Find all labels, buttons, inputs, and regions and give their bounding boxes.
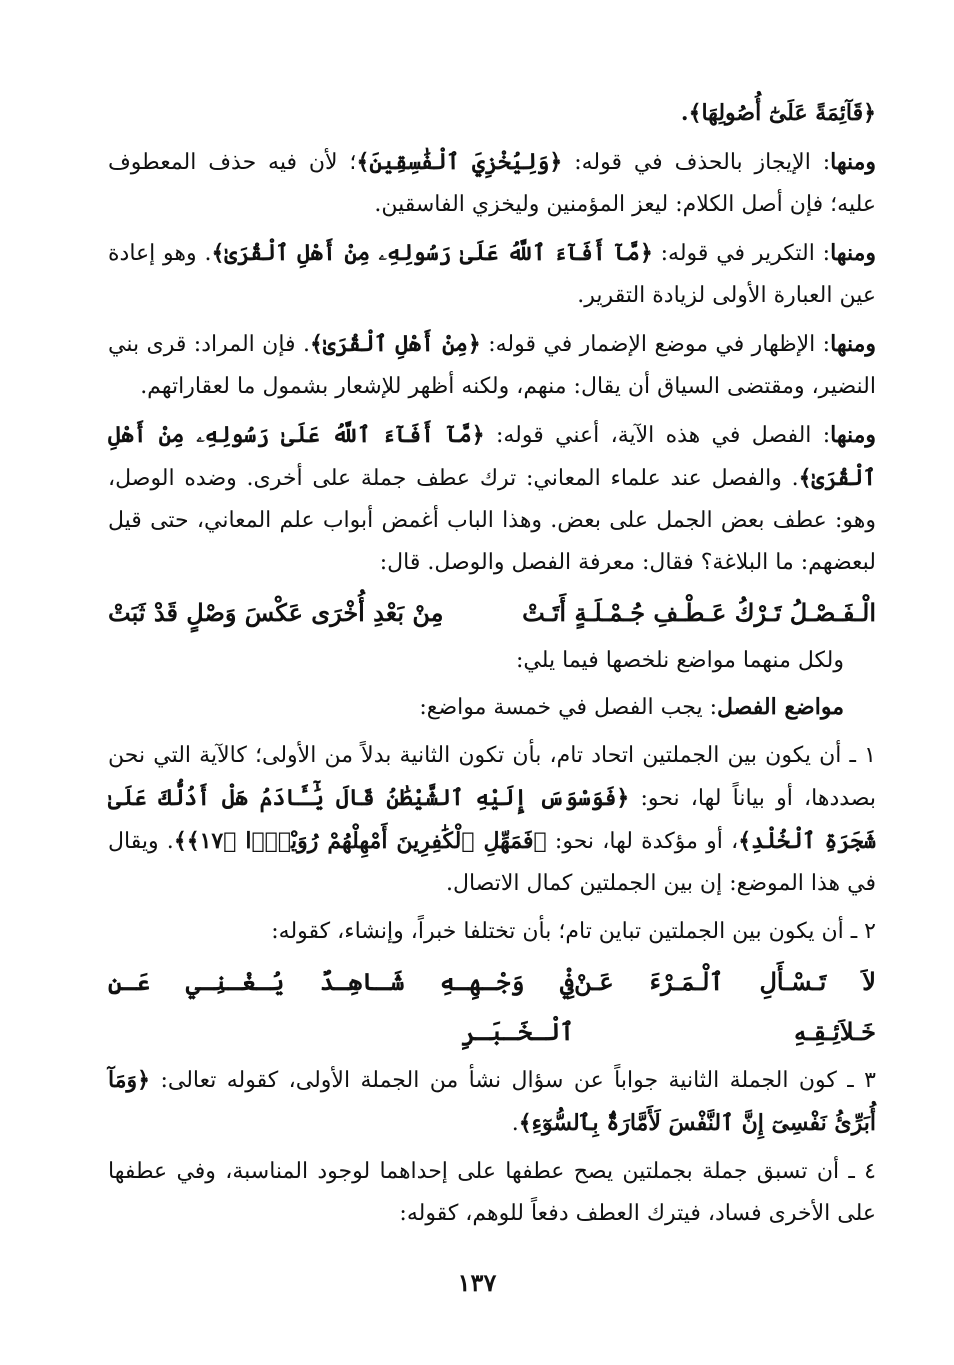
page-number: ١٣٧ <box>457 1268 497 1297</box>
quran-quote: ﴿مَّآ أَفَآءَ ٱللَّهُ عَلَىٰ رَسُولِهِۦ مِنْ أَهْلِ ٱلْقُرَىٰ﴾ <box>108 422 876 491</box>
paragraph-text: . ويقال في هذا الموضع: إن بين الجملتين كمال الاتصال. <box>108 829 876 896</box>
poetry-verse-1 <box>108 588 876 638</box>
paragraph-lead: ومنها <box>830 331 876 357</box>
quran-quote: ﴿فَمَهِّلِ ٱلْكَٰفِرِينَ أَمْهِلْهُمْ رُوَيْدًۢا ﴿١٧﴾﴾ <box>173 828 547 854</box>
section-heading: مواضع الفصل <box>717 694 844 720</box>
paragraph-text: ، أو مؤكدة لها، نحو: <box>546 829 739 854</box>
paragraph-lead: ومنها <box>830 240 876 266</box>
verse-first-hemistich: الْـفَـصْـلُ تَـرْكُ عَـطْـفِ جُـمْـلَـةٍ أَتَـتْ <box>522 598 876 627</box>
paragraph-lead: ومنها <box>830 422 876 448</box>
paragraph-text: ؛ لأن فيه حذف المعطوف عليه؛ فإن أصل الكلام: ليعز المؤمنين وليخزي الفاسقين. <box>108 150 876 217</box>
quran-quote: ﴿وَلِيُخْزِيَ ٱلْفَٰسِقِينَ﴾ <box>356 149 563 175</box>
quran-quote: ﴿وَمَآ أُبَرِّئُ نَفْسِىٓ إِنَّ ٱلنَّفْسَ لَأَمَّارَةٌۢ بِٱلسُّوٓءِ﴾ <box>108 1067 876 1136</box>
paragraph-5 <box>108 414 876 584</box>
paragraph-8 <box>108 735 876 905</box>
paragraph-4 <box>108 323 876 408</box>
paragraph-text: . والفصل عند علماء المعاني: ترك عطف جملة على أخرى. وضده الوصل، وهو: عطف بعض الجمل على بعض. وهذا الباب أغمض أبواب علم المعاني، حتى قيل لبعضهم: ما البلاغة؟ فقال: معرفة الفصل والوصل. قال: <box>108 466 876 575</box>
paragraph-lead: ومنها <box>830 149 876 175</box>
verse-first-hemistich: لاَ تَـسْـأَلِ ٱلْـمَـرْءَ عَـنْ خَـلاَئِـقِـهِ <box>574 967 876 1046</box>
paragraph-1 <box>108 92 876 135</box>
paragraph-text: . <box>511 1111 519 1136</box>
paragraph-text: : الإظهار في موضع الإضمار في قوله: <box>480 332 831 357</box>
paragraph-text: ولكل منهما مواضع نلخصها فيما يلي: <box>515 648 844 673</box>
paragraph-text: ١ ـ أن يكون بين الجملتين اتحاد تام، بأن تكون الثانية بدلاً من الأولى؛ كالآية التي نحن بصددها، أو بياناً لها، نحو: <box>108 743 876 811</box>
verse-second-hemistich: فِيْ وَجْـهِـهِ شَـاهِـدٌ يُـغْـنِـي عَـنِ ٱلْـخَـبَـرِ <box>108 967 575 1046</box>
quran-quote: ﴿قَآئِمَةً عَلَىٰٓ أُصُولِهَا﴾. <box>680 100 876 126</box>
paragraph-3 <box>108 232 876 317</box>
paragraph-text: ٢ ـ أن يكون بين الجملتين تباين تام؛ بأن تختلفا خبراً، وإنشاء، كقوله: <box>271 919 876 944</box>
paragraph-text: : يجب الفصل في خمسة مواضع: <box>419 695 717 720</box>
quran-quote: ﴿مَّآ أَفَآءَ ٱللَّهُ عَلَىٰ رَسُولِهِۦ مِنْ أَهْلِ ٱلْقُرَىٰ﴾ <box>211 240 653 266</box>
paragraph-text: ٤ ـ أن تسبق جملة بجملتين يصح عطفها على إحداهما لوجود المناسبة، وفي عطفها على الأخرى فساد، فيترك العطف دفعاً للوهم، كقوله: <box>108 1159 876 1226</box>
verse-second-hemistich: مِنْ بَعْدِ أُخْرَى عَكْسَ وَصْلٍ قَدْ ثَبَتْ <box>108 598 444 627</box>
paragraph-text: . فإن المراد: قرى بني النضير، ومقتضى السياق أن يقال: منهم، ولكنه أظهر للإشعار بشمول ما لعقاراتهم. <box>108 332 876 399</box>
paragraph-text: : الفصل في هذه الآية، أعني قوله: <box>484 423 831 448</box>
paragraph-9 <box>108 911 876 953</box>
paragraph-2 <box>108 141 876 226</box>
paragraph-7 <box>108 686 876 729</box>
quran-quote: ﴿مِنْ أَهْلِ ٱلْقُرَىٰ﴾ <box>309 331 481 357</box>
poetry-verse-2 <box>108 957 876 1057</box>
paragraph-11 <box>108 1151 876 1235</box>
paragraph-text: : التكرير في قوله: <box>652 241 831 266</box>
paragraph-6 <box>108 640 876 682</box>
paragraph-text: ٣ ـ كون الجملة الثانية جواباً عن سؤال نشأ من الجملة الأولى، كقوله تعالى: <box>150 1068 876 1093</box>
quran-quote: ﴿فَوَسْوَسَ إِلَيْهِ ٱلشَّيْطَٰنُ قَالَ يَٰٓـَٔادَمُ هَلْ أَدُلُّكَ عَلَىٰ شَجَرَةِ ٱلْخُلْدِ﴾ <box>108 785 877 854</box>
page-body <box>108 92 876 1239</box>
paragraph-10 <box>108 1059 876 1145</box>
paragraph-text: : الإيجاز بالحذف في قوله: <box>562 150 831 175</box>
paragraph-text: . وهو إعادة عين العبارة الأولى لزيادة التقرير. <box>108 241 876 308</box>
